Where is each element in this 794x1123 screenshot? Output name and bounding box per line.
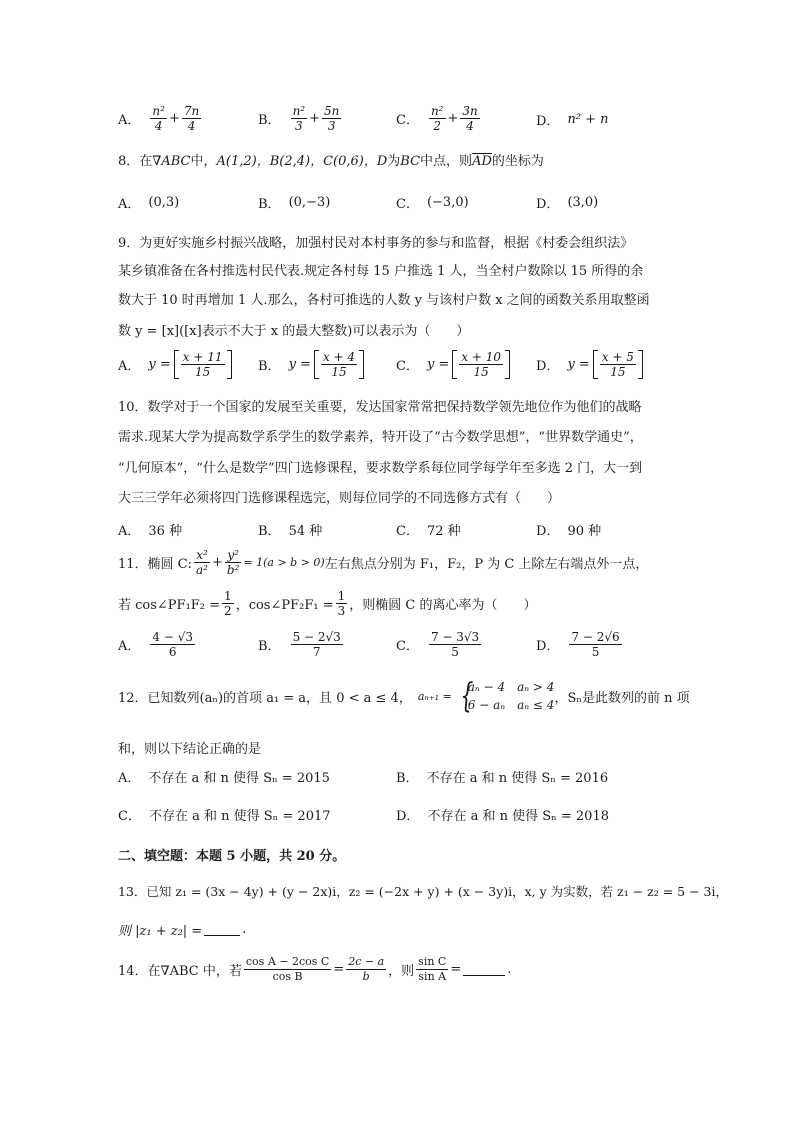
question-9-line-1: 9．为更好实施乡村振兴战略，加强村民对本村事务的参与和监督，根据《村委会组织法》 [118, 236, 634, 251]
q7-option-c[interactable]: C． $\frac{\text{n²}}{2}$ + $\frac{3n}{4}$ [396, 104, 478, 133]
piecewise-system: { aₙ − 4 aₙ > 4 6 − aₙ aₙ ≤ 4 [458, 678, 555, 714]
option-label: B． [258, 113, 281, 128]
q10-option-d[interactable]: D． 90 种 [536, 524, 602, 539]
fraction: $\frac{\text{n²}}{2}$ [430, 104, 444, 133]
question-11-line-2: 若 cos∠PF₁F₂ = $\frac{1}{2}$ ，cos∠PF₂F₁ = $\frac{1}{3}$ ，则椭圆 C 的离心率为（ ） [118, 589, 537, 618]
question-10-line-2: 需求.现某大学为提高数学系学生的数学素养，特开设了“古今数学思想”，“世界数学通史”， [118, 430, 643, 445]
question-11-line-1: 11．椭圆 C: $\frac{\text{x²}}{\text{a²}}$ + $\frac{\text{y²}}{\text{b²}}$ = 1(a > b > 0) 左右焦点分别为 F₁，F₂，P 为 C 上除左右端点外一点， [118, 548, 649, 577]
q9-option-c[interactable]: C． y = $\frac{x + 10}{15}$ [396, 350, 510, 379]
question-12-line-2: 和，则以下结论正确的是 [118, 742, 262, 757]
q9-option-a[interactable]: A． y = $\frac{x + 11}{15}$ [118, 350, 232, 379]
fraction: $\frac{7n}{4}$ [183, 104, 200, 133]
question-10-line-1: 10．数学对于一个国家的发展至关重要，发达国家常常把保持数学领先地位作为他们的战略 [118, 400, 642, 415]
question-13-line-1: 13．已知 z₁ = (3x − 4y) + (y − 2x)i，z₂ = (−2x + y) + (x − 3y)i，x, y 为实数，若 z₁ − z₂ = 5 − 3i， [118, 884, 728, 899]
q11-option-b[interactable]: B． $\frac{5 - 2√3}{7}$ [258, 630, 341, 659]
q8-option-c[interactable]: C． (−3,0) [396, 195, 469, 212]
q10-option-a[interactable]: A． 36 种 [118, 524, 183, 539]
fraction: $\frac{\text{n²}}{4}$ [152, 104, 165, 133]
option-text: n² + n [567, 112, 609, 127]
q12-option-b[interactable]: B． 不存在 a 和 n 使得 Sₙ = 2016 [396, 771, 609, 786]
answer-blank[interactable] [204, 923, 240, 936]
question-14: 14．在∇ABC 中，若 $\frac{\text{cos A − 2cos C}}{\text{cos B}}$ = $\frac{2c - a}{b}$ ，则 $\frac{\text{sin C}}{\text{sin A}}$ = . [118, 955, 512, 983]
q8-option-d[interactable]: D． (3,0) [536, 195, 599, 212]
q12-option-d[interactable]: D． 不存在 a 和 n 使得 Sₙ = 2018 [396, 809, 609, 824]
question-9-line-3: 数大于 10 时再增加 1 人.那么，各村可推选的人数 y 与该村户数 x 之间的函数关系用取整函 [118, 293, 650, 308]
q8-option-b[interactable]: B． (0,−3) [258, 195, 331, 212]
q11-option-a[interactable]: A． $\frac{4 - √3}{6}$ [118, 630, 193, 659]
vector-ad: $\overline{AD}$ [472, 154, 492, 169]
question-10-line-3: “几何原本”，“什么是数学”四门选修课程，要求数学系每位同学每学年至多选 2 门，大一到 [118, 461, 643, 476]
question-12-line-1: 12．已知数列(aₙ)的首项 a₁ = a，且 0 < a ≤ 4， aₙ₊₁ = { aₙ − 4 aₙ > 4 6 − aₙ aₙ ≤ 4 ，Sₙ是此数列的前 n 项 [118, 678, 690, 714]
q7-option-b[interactable]: B． $\frac{\text{n²}}{3}$ + $\frac{5n}{3}$ [258, 104, 340, 133]
q11-option-c[interactable]: C． $\frac{7 - 3√3}{5}$ [396, 630, 480, 659]
q9-option-b[interactable]: B． y = $\frac{x + 4}{15}$ [258, 350, 364, 379]
option-label: A． [118, 113, 141, 128]
answer-blank[interactable] [463, 963, 505, 976]
fraction: $\frac{5n}{3}$ [324, 104, 340, 133]
q10-option-b[interactable]: B． 54 种 [258, 524, 323, 539]
question-10-line-4: 大三三学年必须将四门选修课程选完，则每位同学的不同选修方式有（ ） [118, 491, 561, 506]
q11-option-d[interactable]: D． $\frac{7 - 2√6}{5}$ [536, 630, 620, 659]
fraction: $\frac{3n}{4}$ [462, 104, 478, 133]
q8-option-a[interactable]: A． (0,3) [118, 195, 180, 212]
question-13-line-2: 则 |z₁ + z₂| = . [118, 922, 247, 939]
q12-option-c[interactable]: C． 不存在 a 和 n 使得 Sₙ = 2017 [118, 809, 331, 824]
q9-option-d[interactable]: D． y = $\frac{x + 5}{15}$ [536, 350, 643, 379]
question-9-line-4: 数 y = [x]([x]表示不大于 x 的最大整数)可以表示为（ ） [118, 324, 470, 339]
option-label: D． [536, 114, 560, 129]
q10-option-c[interactable]: C． 72 种 [396, 524, 461, 539]
q7-option-d[interactable] [536, 110, 609, 129]
section-heading: 二、填空题：本题 5 小题，共 20 分。 [118, 849, 346, 864]
q12-option-a[interactable]: A． 不存在 a 和 n 使得 Sₙ = 2015 [118, 771, 330, 786]
option-label: C． [396, 113, 419, 128]
question-9-line-2: 某乡镇准备在各村推选村民代表.规定各村每 15 户推选 1 人，当全村户数除以 15 所得的余 [118, 264, 644, 279]
question-8-stem: 8．在∇ABC中，A(1,2)，B(2,4)，C(0,6)，D为BC中点，则$\overline{AD}$的坐标为 [118, 154, 544, 169]
q7-option-a[interactable]: A． $\frac{\text{n²}}{4}$ + $\frac{7n}{4}$ [118, 104, 200, 133]
fraction: $\frac{\text{n²}}{3}$ [292, 104, 306, 133]
